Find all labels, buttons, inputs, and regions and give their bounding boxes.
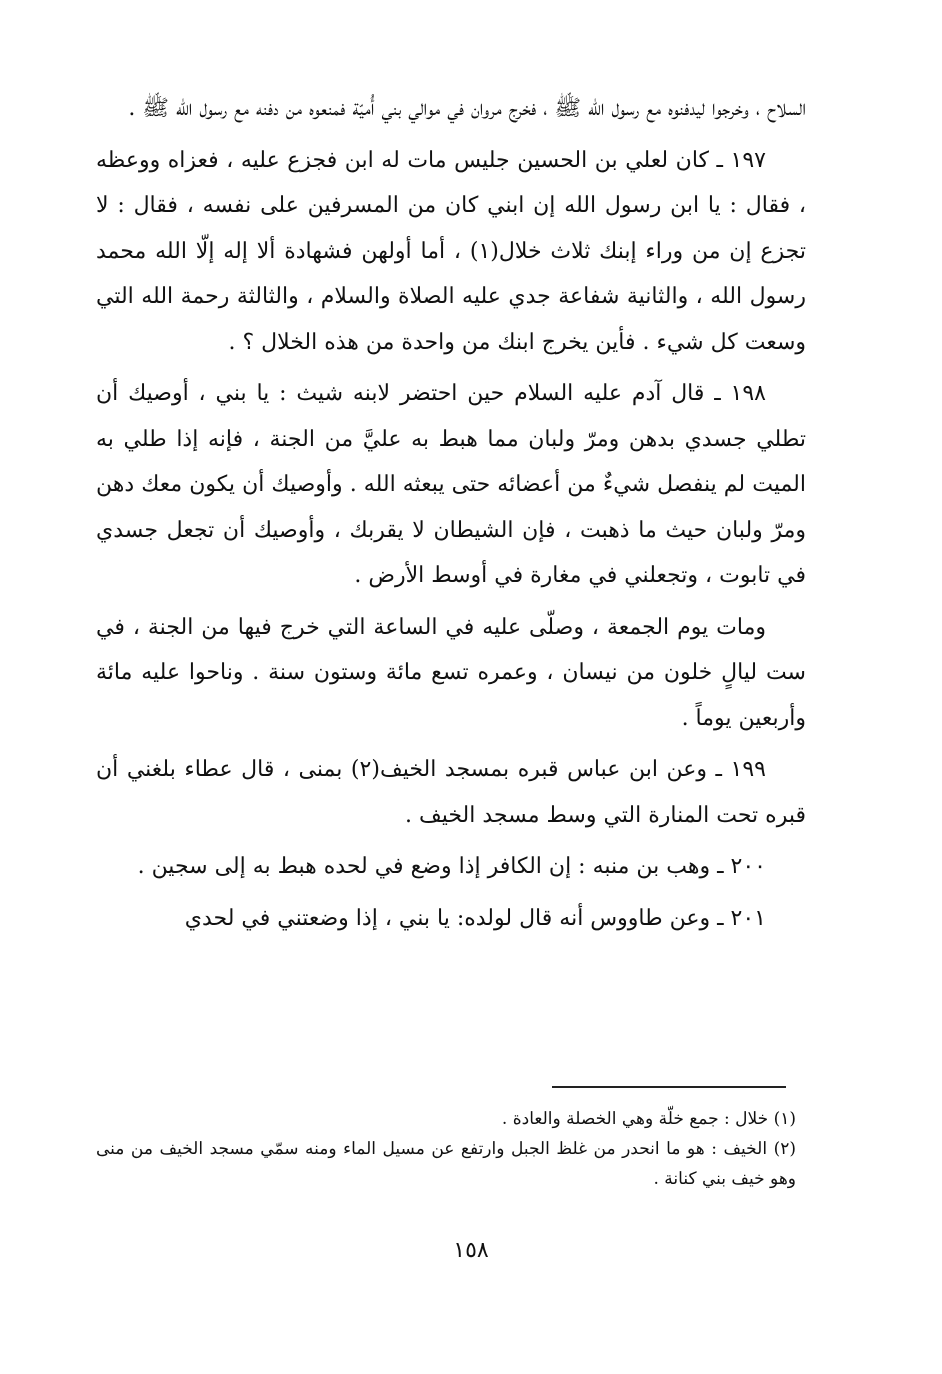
page-number: ١٥٨ [453,1238,489,1263]
paragraph-198: ١٩٨ ـ قال آدم عليه السلام حين احتضر لابنه شيث : يا بني ، أوصيك أن تطلي جسدي بدهن ومرّ ولبان مما هبط به عليَّ من الجنة ، فإنه إذا طلي به الميت لم ينفصل شيءٌ من أعضائه حتى يبعثه الله . وأوصيك أن يكون معك دهن ومرّ ولبان حيث ما ذهبت ، فإن الشيطان لا يقربك ، وأوصيك أن تجعل جسدي في تابوت ، وتجعلني في مغارة في أوسط الأرض . [96,381,806,588]
paragraph-197: ١٩٧ ـ كان لعلي بن الحسين جليس مات له ابن فجزع عليه ، فعزاه ووعظه ، فقال : يا ابن رسول الله إن ابني كان من المسرفين على نفسه ، فقال : لا تجزع إن من وراء إبنك ثلاث خلال(١) ، أما أولهن فشهادة ألا إله إلّا الله محمد رسول الله ، والثانية شفاعة جدي عليه الصلاة والسلام ، والثالثة رحمة الله التي وسعت كل شيء . فأين يخرج ابنك من واحدة من هذه الخلال ؟ . [96,147,806,355]
paragraph-201: ٢٠١ ـ وعن طاووس أنه قال لولده: يا بني ، إذا وضعتني في لحدي [184,905,766,931]
main-text [96,86,806,947]
paragraph-199: ١٩٩ ـ وعن ابن عباس قبره بمسجد الخيف(٢) بمنى ، قال عطاء بلغني أن قبره تحت المنارة التي وسط مسجد الخيف . [96,757,806,828]
footnote-1: (١) خلال : جمع خلّة وهي الخصلة والعادة . [501,1109,796,1129]
footnotes [96,1104,796,1194]
footnote-divider [552,1086,786,1088]
paragraph-continuation: السلاح ، وخرجوا ليدفنوه مع رسول الله ﷺ ، فخرج مروان في موالي بني أُميّة فمنعوه من دفنه مع رسول الله ﷺ . [128,96,806,121]
footnote-2: (٢) الخيف : هو ما انحدر من غلظ الجبل وارتفع عن مسيل الماء ومنه سمّي مسجد الخيف من منى وهو خيف بني كنانة . [96,1139,796,1189]
paragraph-200: ٢٠٠ ـ وهب بن منبه : إن الكافر إذا وضع في لحده هبط به إلى سجين . [137,854,766,879]
paragraph-198-continued: ومات يوم الجمعة ، وصلّى عليه في الساعة التي خرج فيها من الجنة ، في ست ليالٍ خلون من نيسان ، وعمره تسع مائة وستون سنة . وناحوا عليه مائة وأربعين يوماً . [96,614,806,731]
